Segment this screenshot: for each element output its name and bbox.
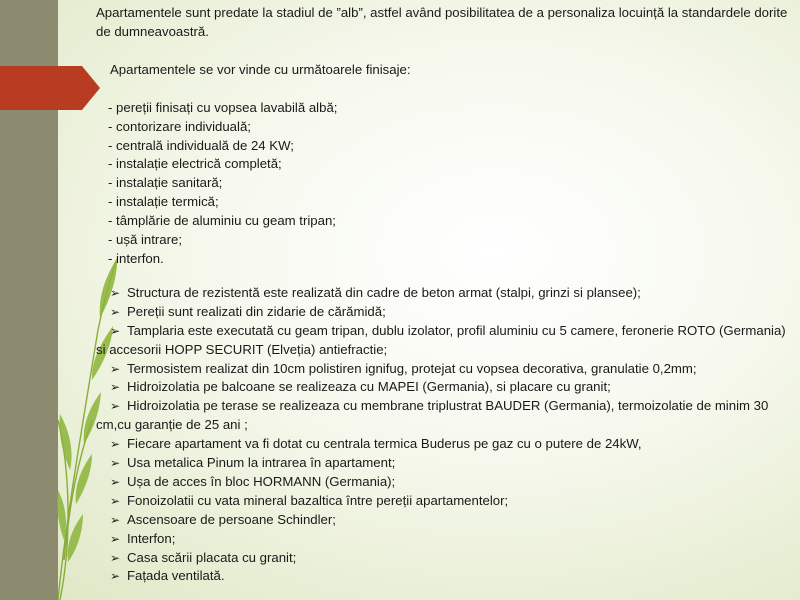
accent-arrow-shape bbox=[0, 66, 100, 110]
list-item: ➢ Interfon; bbox=[96, 530, 798, 549]
slide-content bbox=[96, 4, 798, 586]
list-item: - centrală individuală de 24 KW; bbox=[108, 137, 294, 153]
list-item: - tâmplărie de aluminiu cu geam tripan; bbox=[108, 213, 336, 229]
check-arrow-icon: ➢ bbox=[109, 285, 121, 300]
list-item: ➢ Termosistem realizat din 10cm polistiren ignifug, protejat cu vopsea decorativa, granulatie 0,2mm; bbox=[96, 360, 798, 379]
intro-paragraph: Apartamentele sunt predate la stadiul de ”alb”, astfel având posibilitatea de a personaliza locuință la standardele dorite de dumneavoastră. bbox=[96, 5, 788, 39]
check-arrow-icon: ➢ bbox=[109, 569, 121, 584]
leaf bbox=[76, 454, 92, 504]
leaf bbox=[68, 514, 83, 562]
list-item: - instalație electrică completă; bbox=[108, 156, 282, 172]
list-item: - ușă intrare; bbox=[108, 232, 183, 248]
list-item: - contorizare individuală; bbox=[108, 118, 251, 134]
list-item: ➢ Casa scării placata cu granit; bbox=[96, 549, 798, 568]
check-arrow-icon: ➢ bbox=[109, 437, 121, 452]
check-arrow-icon: ➢ bbox=[109, 380, 121, 395]
leaf bbox=[57, 490, 66, 540]
list-item: ➢ Usa metalica Pinum la intrarea în apartament; bbox=[96, 454, 798, 473]
check-arrow-icon: ➢ bbox=[109, 304, 121, 319]
check-arrow-icon: ➢ bbox=[109, 361, 121, 376]
list-item: ➢ Fiecare apartament va fi dotat cu centrala termica Buderus pe gaz cu o putere de 24kW, bbox=[96, 435, 798, 454]
list-item: - interfon. bbox=[108, 250, 164, 266]
check-arrow-icon: ➢ bbox=[109, 512, 121, 527]
list-item: - instalație sanitară; bbox=[108, 175, 223, 191]
list-item: ➢ Fonoizolatii cu vata mineral bazaltica între pereții apartamentelor; bbox=[96, 492, 798, 511]
list-item: ➢ Fațada ventilată. bbox=[96, 567, 798, 586]
list-item: ➢ Tamplaria este executată cu geam tripan, dublu izolator, profil aluminiu cu 5 camere, feronerie ROTO (Germania) si accesorii HOPP SECURIT (Elveția) antiefractie; bbox=[96, 322, 786, 357]
check-arrow-icon: ➢ bbox=[109, 474, 121, 489]
list-item: ➢ Pereții sunt realizati din zidarie de cărămidă; bbox=[96, 303, 798, 322]
list-item: ➢ Structura de rezistentă este realizată din cadre de beton armat (stalpi, grinzi si plansee); bbox=[96, 284, 798, 303]
list-item: - instalație termică; bbox=[108, 194, 219, 210]
list-item: ➢ Ușa de acces în bloc HORMANN (Germania); bbox=[96, 473, 798, 492]
check-arrow-icon: ➢ bbox=[109, 399, 121, 414]
list-item: - pereții finisați cu vopsea lavabilă albă; bbox=[108, 99, 338, 115]
finishes-list bbox=[108, 99, 798, 269]
check-arrow-icon: ➢ bbox=[109, 531, 121, 546]
finishes-heading: Apartamentele se vor vinde cu următoarele finisaje: bbox=[110, 61, 411, 77]
features-list bbox=[96, 284, 798, 587]
list-item: ➢ Hidroizolatia pe terase se realizeaza cu membrane triplustrat BAUDER (Germania), termoizolatie de minim 30 cm,cu garanție de 25 ani ; bbox=[96, 398, 769, 433]
list-item: ➢ Ascensoare de persoane Schindler; bbox=[96, 511, 798, 530]
check-arrow-icon: ➢ bbox=[109, 323, 121, 338]
check-arrow-icon: ➢ bbox=[109, 493, 121, 508]
check-arrow-icon: ➢ bbox=[109, 456, 121, 471]
list-item: ➢ Hidroizolatia pe balcoane se realizeaza cu MAPEI (Germania), si placare cu granit; bbox=[96, 378, 798, 397]
check-arrow-icon: ➢ bbox=[109, 550, 121, 565]
